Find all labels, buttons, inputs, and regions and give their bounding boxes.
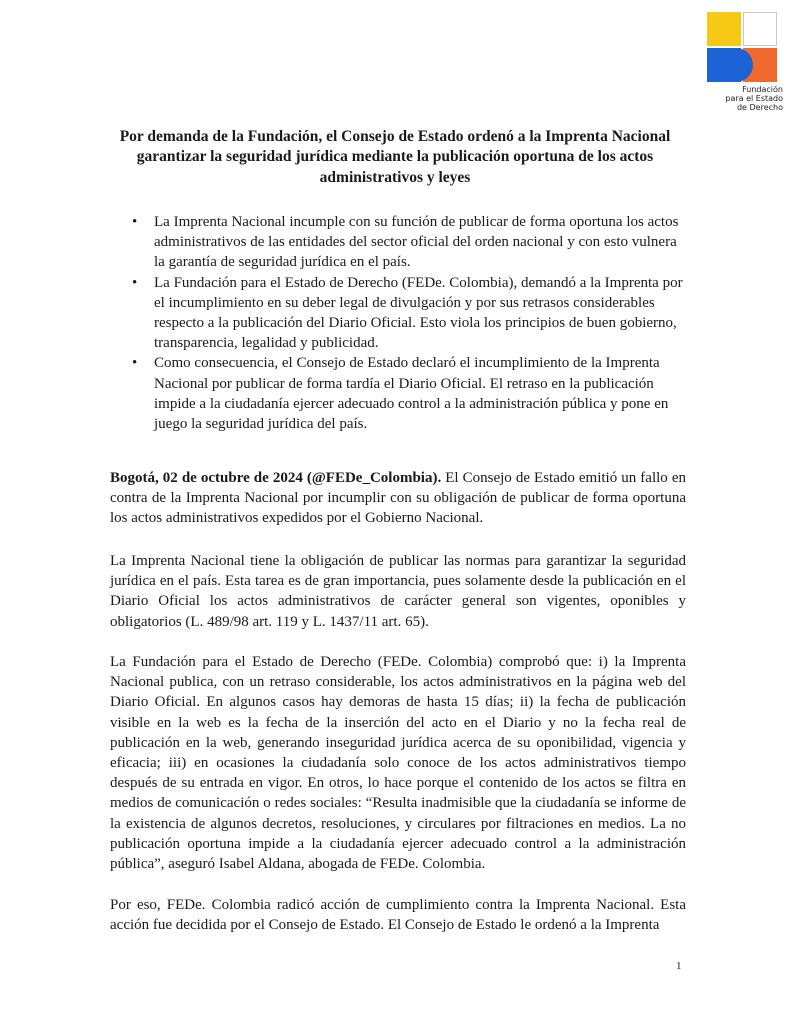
paragraph-1 xyxy=(110,468,686,529)
paragraph-4: Por eso, FEDe. Colombia radicó acción de cumplimiento contra la Imprenta Nacional. Esta acción fue decidida por el Consejo de Estado. El Consejo de Estado le ordenó a la Imprenta xyxy=(110,897,686,934)
document-title: Por demanda de la Fundación, el Consejo de Estado ordenó a la Imprenta Nacional garantizar la seguridad jurídica mediante la publicación oportuna de los actos administrativos y leyes xyxy=(119,128,671,186)
dateline: Bogotá, 02 de octubre de 2024 (@FEDe_Colombia). xyxy=(110,470,442,486)
bullet-item-3: • Como consecuencia, el Consejo de Estado declaró el incumplimiento de la Imprenta Nacional por publicar de forma tardía el Diario Oficial. El retraso en la publicación impide a la ciudadanía ejercer adecuado control a la administración pública y pone en juego la seguridad jurídica del país. xyxy=(130,353,686,434)
fundacion-logo xyxy=(707,12,783,120)
logo-yellow-square xyxy=(707,12,741,46)
paragraph-1-text: El Consejo de Estado emitió un fallo en contra de la Imprenta Nacional por incumplir con su obligación de publicar de forma oportuna los actos administrativos expedidos por el Gobierno Nacional. xyxy=(110,470,686,527)
paragraph-2: La Imprenta Nacional tiene la obligación de publicar las normas para garantizar la seguridad jurídica en el país. Esta tarea es de gran importancia, pues solamente desde la publicación en el Diario Oficial los actos administrativos de carácter general son vigentes, oponibles y obligatorios (L. 489/98 art. 119 y L. 1437/11 art. 65). xyxy=(110,553,686,630)
bullet-item-1: • La Imprenta Nacional incumple con su función de publicar de forma oportuna los actos administrativos de las entidades del sector oficial del orden nacional y con esto vulnera la garantía de seguridad jurídica en el país. xyxy=(130,212,686,273)
bullet-item-2: • La Fundación para el Estado de Derecho (FEDe. Colombia), demandó a la Imprenta por el incumplimiento en su deber legal de divulgación y por sus retrasos considerables respecto a la publicación del Diario Oficial. Esto viola los principios de buen gobierno, transparencia, legalidad y publicidad. xyxy=(130,273,686,354)
logo-text-line-1: Fundación xyxy=(742,85,783,94)
logo-text xyxy=(707,85,783,112)
logo-text-line-3: de Derecho xyxy=(736,103,783,112)
page-number: 1 xyxy=(676,960,682,972)
summary-bullet-list xyxy=(130,212,686,434)
logo-white-square xyxy=(743,12,777,46)
paragraph-3: La Fundación para el Estado de Derecho (FEDe. Colombia) comprobó que: i) la Imprenta Nacional publica, con un retraso considerable, los actos administrativos en la página web del Diario Oficial. En algunos casos hay demoras de hasta 15 días; ii) la fecha de publicación visible en la web es la fecha de la inserción del acto en el Diario y no la fecha real de publicación en la web, generando inseguridad jurídica acerca de su oponibilidad, vigencia y eficacia; iii) en ocasiones la ciudadanía solo conoce de los actos administrativos tiempo después de su entrada en vigor. En otros, lo hace porque el contenido de los actos se filtra en medios de comunicación o redes sociales: “Resulta inadmisible que la ciudadanía se informe de la existencia de algunos decretos, resoluciones, y circulares por filtraciones en medios. La no publicación oportuna impide a la ciudadanía ejercer adecuado control a la administración pública”, aseguró Isabel Aldana, abogada de FEDe. Colombia. xyxy=(110,654,686,873)
logo-text-line-2: para el Estado xyxy=(725,94,783,103)
